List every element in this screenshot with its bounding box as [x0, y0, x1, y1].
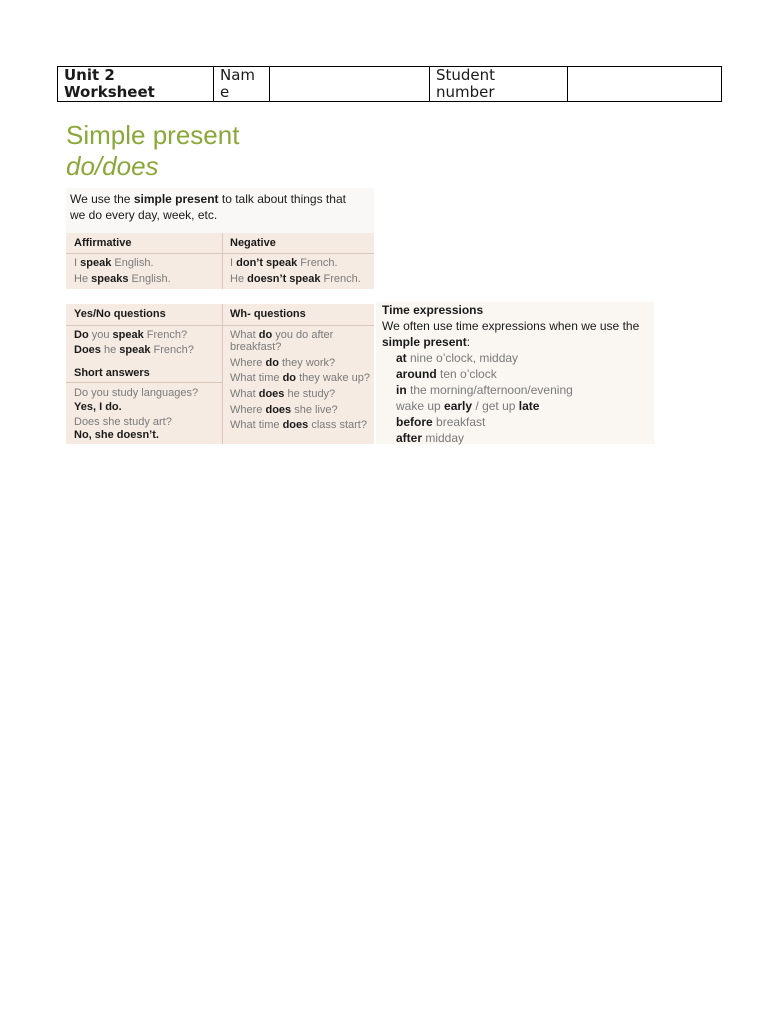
- negative-header: Negative: [230, 237, 276, 249]
- short-answer-line: No, she doesn’t.: [74, 429, 159, 441]
- intro-text: [66, 188, 374, 233]
- header-table: [57, 66, 722, 102]
- yesno-example: Do you speak French?: [74, 329, 188, 341]
- wh-example: What do you do after: [230, 329, 334, 341]
- name-field[interactable]: [270, 67, 430, 102]
- intro-bold: simple present: [133, 192, 219, 206]
- affirmative-example: I speak English.: [74, 257, 154, 269]
- time-expression-item: at nine o’clock, midday: [396, 351, 519, 365]
- intro-line2: we do every day, week, etc.: [70, 208, 218, 222]
- yesno-example: Does he speak French?: [74, 344, 194, 356]
- intro-post: to talk about things that: [218, 192, 346, 206]
- time-expression-item: wake up early / get up late: [396, 399, 540, 413]
- student-number-field[interactable]: [568, 67, 722, 102]
- wh-example: breakfast?: [230, 341, 282, 353]
- worksheet-label: Worksheet: [64, 83, 155, 101]
- short-answer-line: Does she study art?: [74, 416, 172, 428]
- wh-example: What time does class start?: [230, 419, 367, 431]
- wh-example: Where does she live?: [230, 404, 338, 416]
- time-expression-item: after midday: [396, 431, 465, 445]
- student-label-part1: Student: [436, 66, 496, 84]
- time-expression-item: in the morning/afternoon/evening: [396, 383, 573, 397]
- student-number-label-cell: [430, 67, 568, 102]
- name-label-part2: e: [220, 83, 230, 101]
- column-divider: [222, 233, 223, 289]
- time-expression-item: around ten o’clock: [396, 367, 497, 381]
- affirmative-example: He speaks English.: [74, 273, 171, 285]
- wh-example: Where do they work?: [230, 357, 336, 369]
- row-divider: [66, 325, 374, 326]
- negative-example: He doesn’t speak French.: [230, 273, 361, 285]
- wh-example: What time do they wake up?: [230, 372, 371, 384]
- row-divider: [66, 382, 222, 383]
- page-title: Simple present: [66, 120, 240, 150]
- time-expressions-box: [376, 302, 654, 444]
- affirmative-header: Affirmative: [74, 237, 132, 249]
- unit-cell: [58, 67, 214, 102]
- time-expression-item: before breakfast: [396, 415, 486, 429]
- time-expressions-header: Time expressions: [382, 303, 484, 317]
- time-expressions-line1: We often use time expressions when we use the: [382, 319, 640, 333]
- time-expressions-line2: simple present:: [382, 335, 471, 349]
- wh-header: Wh- questions: [230, 308, 306, 320]
- unit-label: Unit 2: [64, 66, 115, 84]
- negative-example: I don’t speak French.: [230, 257, 338, 269]
- affirmative-negative-box: [66, 233, 374, 289]
- short-answer-line: Do you study languages?: [74, 387, 199, 399]
- row-divider: [66, 253, 374, 254]
- student-label-part2: number: [436, 83, 495, 101]
- questions-box: [66, 304, 374, 444]
- short-answers-header: Short answers: [74, 367, 150, 379]
- page-subtitle: do/does: [66, 151, 159, 181]
- short-answer-line: Yes, I do.: [74, 401, 122, 413]
- wh-example: What does he study?: [230, 388, 336, 400]
- name-label-cell: [214, 67, 270, 102]
- yesno-header: Yes/No questions: [74, 308, 166, 320]
- intro-pre: We use the: [70, 192, 134, 206]
- name-label-part1: Nam: [220, 66, 256, 84]
